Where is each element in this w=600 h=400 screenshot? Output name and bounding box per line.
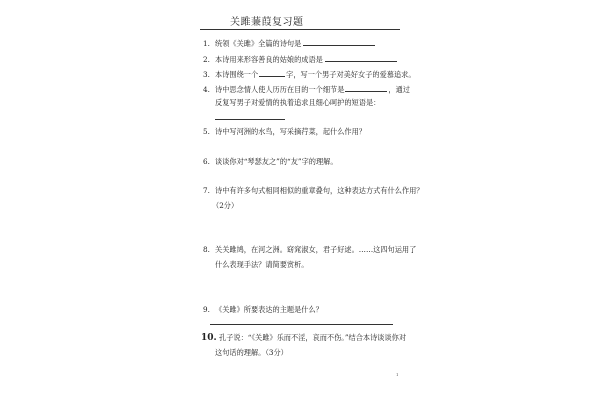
question-7 [203, 187, 423, 194]
question-number: 7. [203, 186, 210, 195]
answer-blank[interactable] [325, 55, 397, 62]
question-text: 孔子说：“《关雎》乐而不淫，哀而不伤。”结合本诗谈谈你对 [219, 333, 407, 342]
question-number: 2. [203, 55, 210, 64]
question-text: 诗中思念情人使人历历在目的一个细节是 [215, 85, 345, 94]
question-1 [203, 39, 375, 47]
question-number: 9. [203, 305, 210, 314]
question-9 [203, 306, 323, 313]
question-text: 本诗围绕一个 [215, 70, 259, 79]
question-2 [203, 55, 397, 63]
question-text: 关关雎鸠，在河之洲。窈窕淑女，君子好逑。……这四句运用了 [215, 245, 417, 254]
question-6 [203, 158, 338, 165]
page-title: 关雎蒹葭复习题 [230, 17, 304, 28]
question-number: 5. [203, 127, 210, 136]
title-underline [200, 29, 400, 30]
question-7-points: （2分） [212, 201, 239, 210]
question-text: 谈谈你对“琴瑟友之”的“友”字的理解。 [215, 157, 338, 166]
question-number: 6. [203, 157, 210, 166]
question-3 [203, 70, 416, 78]
question-text-continued: 字，写一个男子对美好女子的爱慕追求。 [286, 70, 416, 79]
question-number: 3. [203, 70, 210, 79]
answer-line[interactable] [210, 324, 393, 325]
answer-line[interactable] [215, 119, 285, 120]
question-4-line2: 反复写男子对爱情的执着追求且细心呵护的短语是： [215, 98, 381, 107]
question-text: 诗中有许多句式相同相似的重章叠句，这种表达方式有什么作用？ [215, 186, 424, 195]
page-number: 1 [396, 372, 399, 377]
question-text: 《关雎》所要表达的主题是什么？ [215, 305, 323, 314]
question-8-line2: 什么表现手法？请简要赏析。 [215, 260, 309, 269]
question-text: 本诗用来形容善良的姑娘的成语是 [215, 55, 323, 64]
answer-blank[interactable] [303, 39, 375, 46]
question-8 [203, 246, 416, 253]
question-number: 10. [201, 333, 217, 343]
question-text: 诗中写河洲的水鸟，写采摘荇菜，起什么作用？ [215, 127, 366, 136]
question-10 [201, 334, 406, 343]
question-number: 4. [203, 85, 210, 94]
question-number: 8. [203, 245, 210, 254]
answer-blank[interactable] [259, 70, 285, 77]
question-4 [203, 85, 410, 93]
answer-blank[interactable] [345, 85, 387, 92]
question-10-line2: 这句话的理解。（3分） [215, 348, 288, 357]
question-text-continued: ，通过 [388, 85, 410, 94]
question-5 [203, 128, 366, 135]
question-number: 1. [203, 39, 210, 48]
question-text: 统领《关雎》全篇的诗句是 [215, 39, 302, 48]
